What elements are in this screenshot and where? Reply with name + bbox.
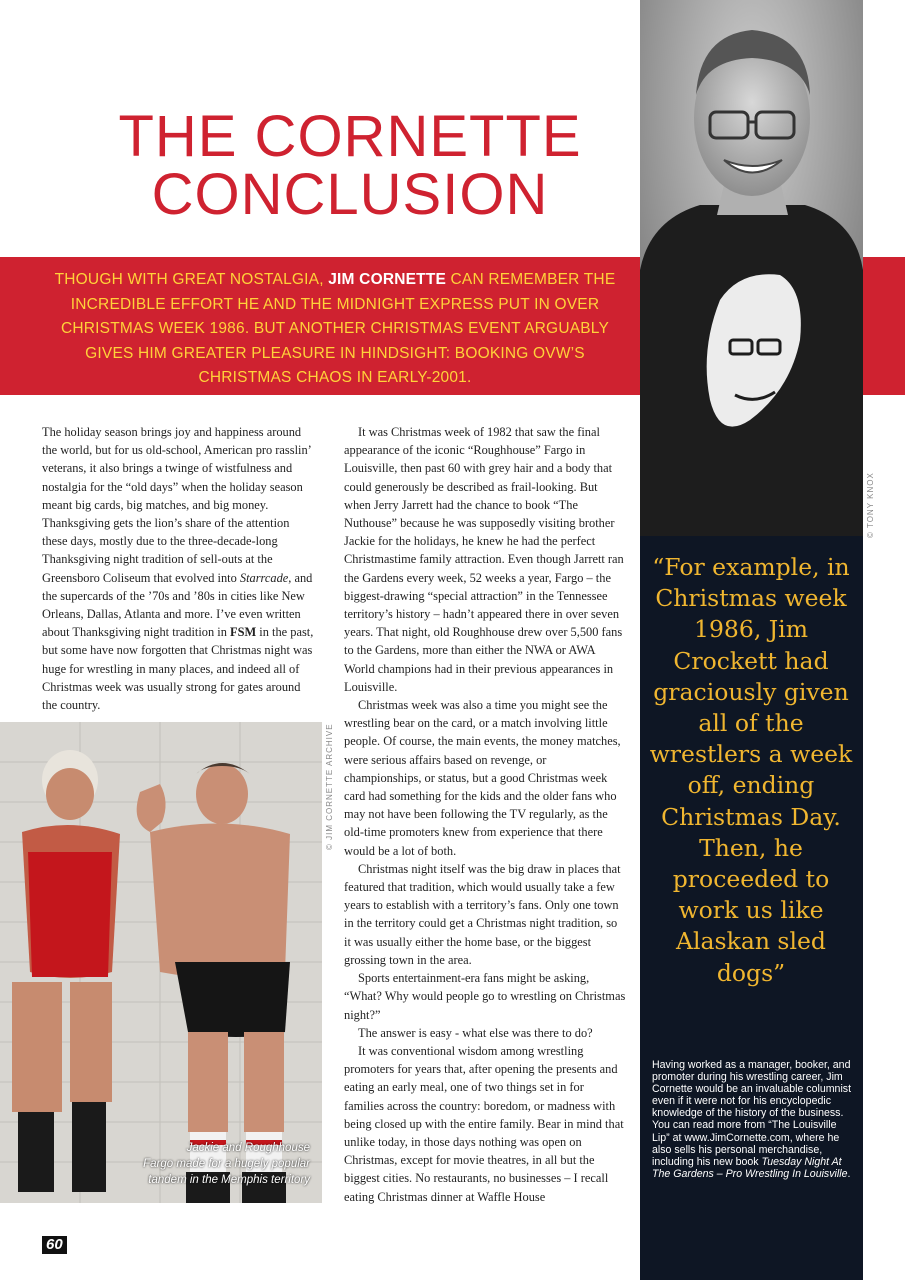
fsm-name: FSM	[230, 625, 257, 640]
portrait-photo	[640, 0, 863, 536]
wrestlers-illustration	[0, 722, 322, 1203]
col2-paragraph: The answer is easy - what else was there to do?	[358, 1025, 593, 1040]
caption-line: tandem in the Memphis territory	[148, 1174, 310, 1186]
article-column-2	[344, 423, 626, 1206]
col1-text-a: The holiday season brings joy and happiness around the world, but for us old-school, American pro rasslin’ veterans, it also brings a twinge of wistfulness and nostalgia for the “old days” when the holiday season meant big cards, big matches, and big money. Thanksgiving gets the lion’s share of the attention these days, mostly due to the three-decade-long Thanksgiving night tradition of sell-outs at the Greensboro Coliseum that evolved into	[42, 425, 311, 585]
bio-text: Having worked as a manager, booker, and promoter during his wrestling career, Jim Cornette would be an invaluable columnist even if it were not for his encyclopedic knowledge of the history of the business. You can read more from “The Louisville Lip” at www.JimCornette.com, where he also sells his personal merchandise, including his new book	[652, 1059, 852, 1168]
col1-text-c: in the past, but some have now forgotten that Christmas night was huge for wrestling in many places, and indeed all of Christmas week was usually strong for gates around the country.	[42, 625, 314, 713]
col2-paragraph: It was conventional wisdom among wrestling promoters for years that, after opening the presents and eating an early meal, one of two things set in for families across the country: boredom, or madness with being closed up with the entire family. Bear in mind that unlike today, in those days nothing was open on Christmas, except for movie theatres, in all but the biggest cities. No restaurants, no businesses – I recall eating Christmas dinner at Waffle House	[344, 1043, 624, 1204]
col2-paragraph: It was Christmas week of 1982 that saw the final appearance of the iconic “Roughhouse” Fargo in Louisville, then past 60 with grey hair and a body that could generously be described as frail-looking. But when Jerry Jarrett had the chance to book “The Nuthouse” because he was supposedly visiting brother Jackie for the holidays, he knew he had the perfect Christmastime family attraction. Even though Jarrett ran the Gardens every week, 52 weeks a year, Fargo – the biggest-drawing “special attraction” in the Tennessee territory’s history – hadn’t appeared there in over seven years. That night, old Roughhouse drew over 5,500 fans to the Gardens, more than either the NWA or AWA World champions had in their previous appearances in Louisville.	[344, 425, 624, 694]
portrait-credit: © TONY KNOX	[866, 472, 875, 538]
author-bio	[652, 1059, 852, 1180]
portrait-illustration	[640, 0, 863, 536]
standfirst-text-end: CAN REMEMBER THE INCREDIBLE EFFORT HE AND THE MIDNIGHT EXPRESS PUT IN OVER CHRISTMAS WEEK 1986. BUT ANOTHER CHRISTMAS EVENT ARGUABLY GIVES HIM GREATER PLEASURE IN HINDSIGHT: BOOKING OVW’S CHRISTMAS CHAOS IN EARLY-2001.	[61, 271, 616, 386]
article-column-1	[42, 423, 317, 714]
bio-book-title: Tuesday Night At The Gardens – Pro Wrestling In Louisville	[652, 1155, 848, 1180]
standfirst-name: JIM CORNETTE	[328, 271, 447, 288]
standfirst-text-start: THOUGH WITH GREAT NOSTALGIA,	[54, 271, 329, 288]
bio-end: .	[847, 1167, 851, 1180]
page-number: 60	[42, 1236, 67, 1254]
headline	[60, 104, 640, 227]
photo-credit: © JIM CORNETTE ARCHIVE	[325, 723, 334, 850]
caption-line: Jackie and Roughhouse	[186, 1142, 310, 1154]
col1-paragraph	[42, 423, 317, 714]
col2-paragraph: Christmas week was also a time you might see the wrestling bear on the card, or a match involving little people. Of course, the main events, the money matches, were serious affairs based on revenge, or championships, or status, but a good Christmas week card had something for the kids and the older fans who may not have been following the TV regularly, as the old-time promoters knew from experience that there would be a lot of both.	[344, 698, 621, 858]
col1-text-b: , and the supercards of the ’70s and ’80s in cities like New Orleans, Dallas, Atlanta and more. I’ve even written about Thanksgiving night tradition in	[42, 570, 313, 640]
standfirst	[40, 268, 630, 391]
wrestlers-photo	[0, 722, 322, 1203]
pull-quote: “For example, in Christmas week 1986, Jim Crockett had graciously given all of the wrestlers a week off, ending Christmas Day. Then, he proceeded to work us like Alaskan sled dogs”	[649, 553, 853, 987]
caption-line: Fargo made for a hugely popular	[143, 1158, 310, 1170]
col2-paragraph: Christmas night itself was the big draw in places that featured that tradition, which would usually take a few years to establish with a territory’s fans. Only one town in the territory could get a Christmas night tradition, so it was usually either the home base, or the biggest grossing town in the area.	[344, 861, 621, 967]
headline-line-1: THE CORNETTE	[118, 104, 582, 169]
col2-paragraph: Sports entertainment-era fans might be asking, “What? Why would people go to wrestling on Christmas night?”	[344, 971, 626, 1022]
headline-line-2: CONCLUSION	[151, 162, 549, 227]
photo-caption	[100, 1140, 310, 1188]
starrcade-title: Starrcade	[239, 570, 289, 585]
